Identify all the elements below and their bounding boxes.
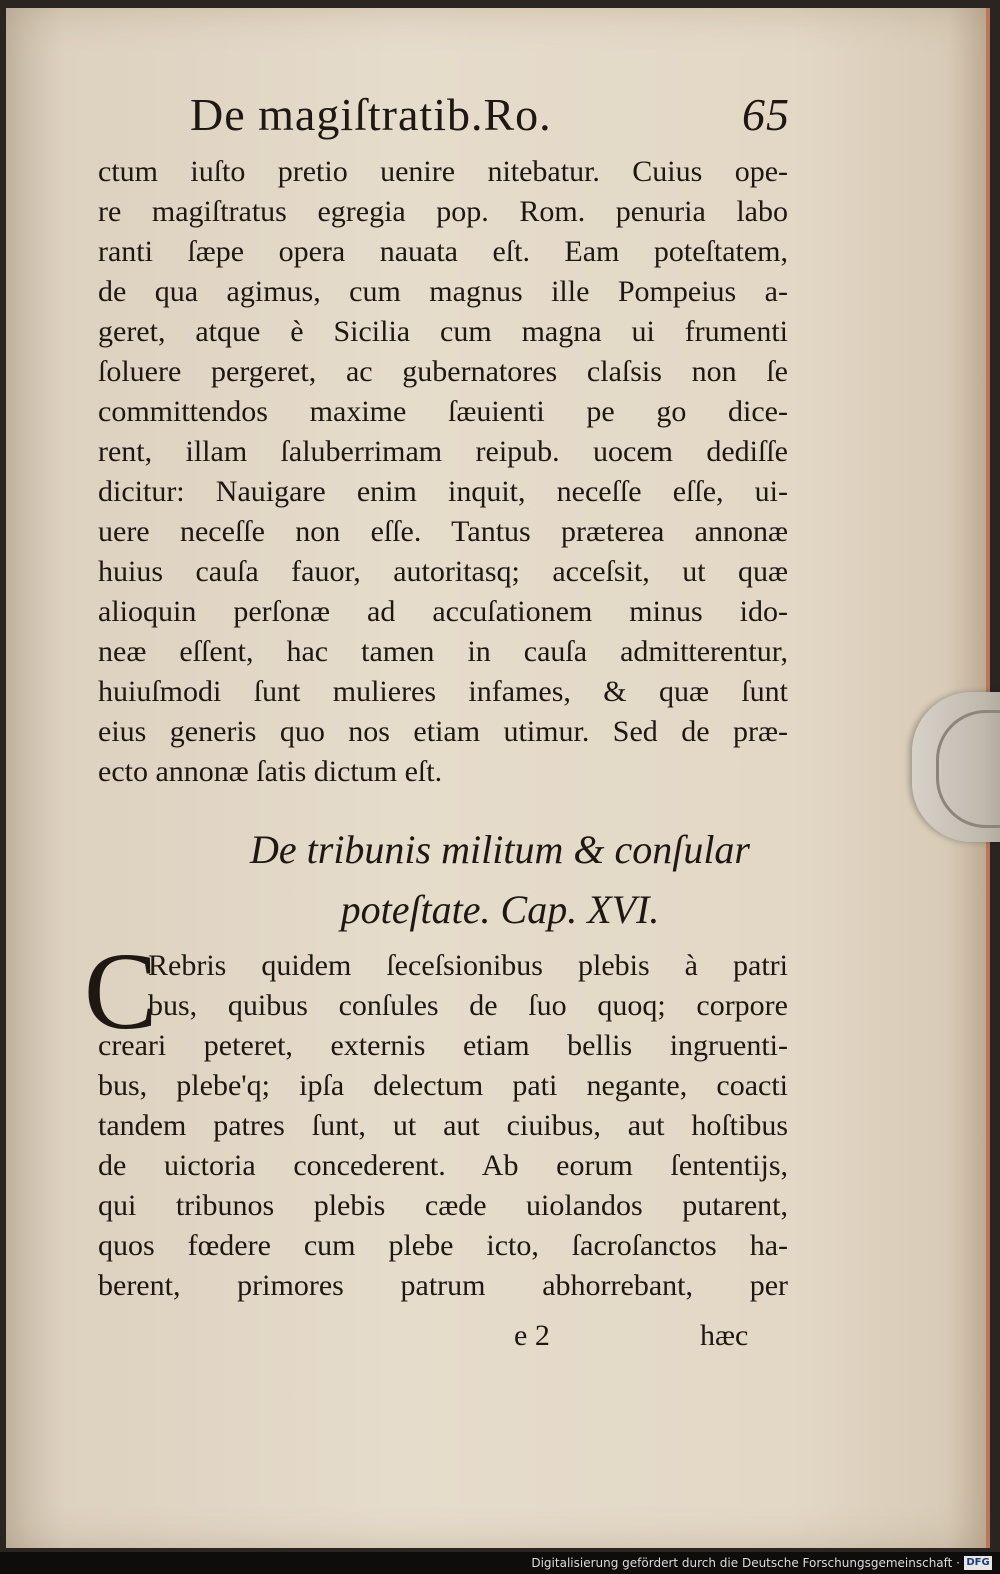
- text-line: alioquin perſonæ ad accuſationem minus ido-: [98, 595, 788, 628]
- dfg-logo: DFG: [964, 1556, 992, 1570]
- text-line: bus, quibus conſules de ſuo quoq; corpore: [148, 989, 788, 1022]
- text-line: ctum iuſto pretio uenire nitebatur. Cuius ope-: [98, 155, 788, 188]
- text-line: rent, illam ſaluberrimam reipub. uocem dediſſe: [98, 435, 788, 468]
- text-line-last: ecto annonæ ſatis dictum eſt.: [98, 755, 443, 788]
- text-line: creari peteret, externis etiam bellis ingruenti-: [98, 1029, 788, 1062]
- text-line: bus, plebe'q; ipſa delectum pati negante, coacti: [98, 1069, 788, 1102]
- chapter-heading-line-2: poteſtate. Cap. XVI.: [340, 887, 660, 932]
- text-line: de uictoria concederent. Ab eorum ſententijs,: [98, 1149, 788, 1182]
- text-line: Rebris quidem ſeceſsionibus plebis à patri: [148, 949, 788, 982]
- text-line: eius generis quo nos etiam utimur. Sed de præ-: [98, 715, 788, 748]
- drop-cap-initial: C: [84, 930, 158, 1052]
- text-line: huius cauſa fauor, autoritasq; acceſsit, ut quæ: [98, 555, 788, 588]
- signature-mark: e 2: [514, 1319, 550, 1352]
- text-line: re magiſtratus egregia pop. Rom. penuria labo: [98, 195, 788, 228]
- text-line: quos fœdere cum plebe icto, ſacroſanctos ha-: [98, 1229, 788, 1262]
- running-head-title: De magiſtratib.Ro.: [190, 89, 552, 140]
- text-line: huiuſmodi ſunt mulieres infames, & quæ ſunt: [98, 675, 788, 708]
- text-line: ſoluere pergeret, ac gubernatores claſsis non ſe: [98, 355, 788, 388]
- page-number: 65: [742, 89, 790, 140]
- text-line: tandem patres ſunt, ut aut ciuibus, aut hoſtibus: [98, 1109, 788, 1142]
- text-line: de qua agimus, cum magnus ille Pompeius a-: [98, 275, 788, 308]
- text-line: geret, atque è Sicilia cum magna ui frumenti: [98, 315, 788, 348]
- text-line: committendos maxime ſæuienti pe go dice-: [98, 395, 788, 428]
- funding-note: Digitalisierung gefördert durch die Deutsche Forschungsgemeinschaft ·: [531, 1556, 960, 1570]
- text-line: neæ eſſent, hac tamen in cauſa admitterentur,: [98, 635, 788, 668]
- digitization-footer: [0, 1552, 1000, 1574]
- text-line: uere neceſſe non eſſe. Tantus præterea annonæ: [98, 515, 788, 548]
- chapter-heading-line-1: De tribunis militum & conſular: [250, 827, 750, 872]
- text-line: berent, primores patrum abhorrebant, per: [98, 1269, 788, 1302]
- text-line: ranti ſæpe opera nauata eſt. Eam poteſtatem,: [98, 235, 788, 268]
- text-line: dicitur: Nauigare enim inquit, neceſſe eſſe, ui-: [98, 475, 788, 508]
- catchword: hæc: [700, 1319, 749, 1352]
- text-line: qui tribunos plebis cæde uiolandos putarent,: [98, 1189, 788, 1222]
- running-head: [190, 88, 790, 148]
